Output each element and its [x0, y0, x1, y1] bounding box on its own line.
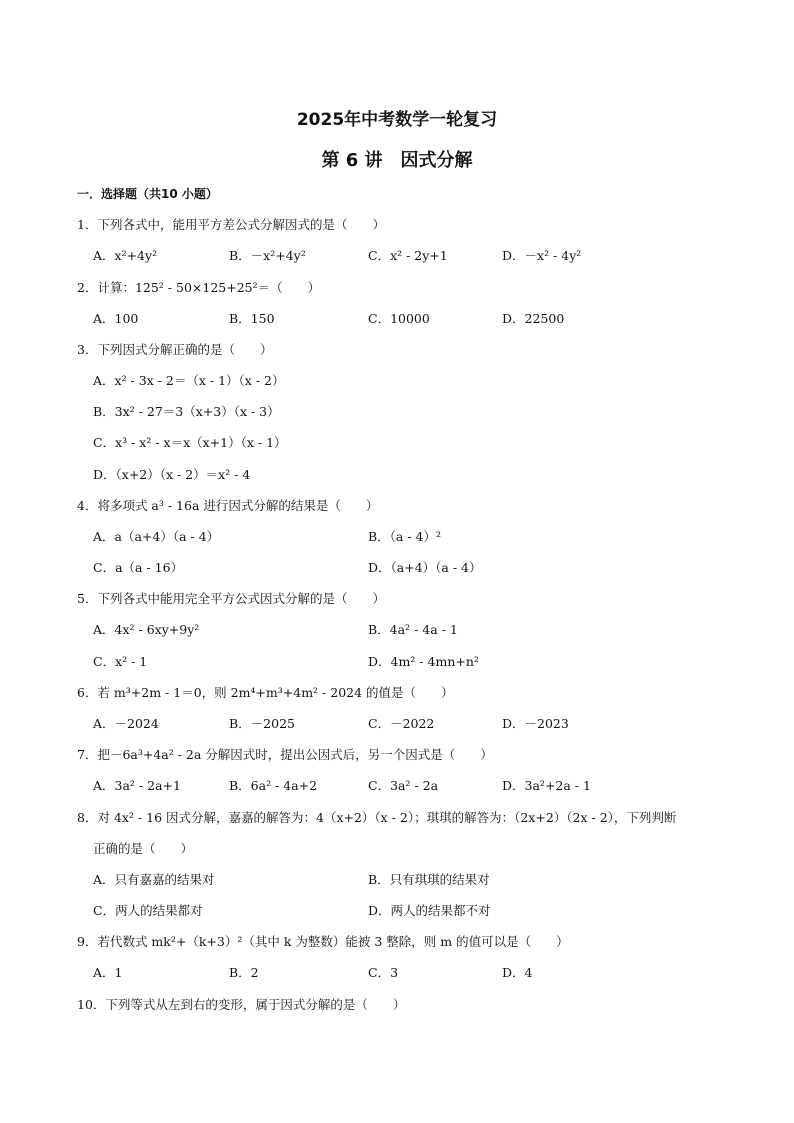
- question-7-option-a: A．3a² - 2a+1: [93, 778, 181, 793]
- question-5-option-d: D．4m² - 4mn+n²: [368, 654, 479, 669]
- question-9-option-d: D．4: [502, 965, 533, 980]
- question-4-option-b: B．（a - 4）²: [368, 529, 442, 544]
- document-title: 2025年中考数学一轮复习: [296, 110, 498, 130]
- question-6-option-d: D．－2023: [502, 716, 569, 731]
- question-7-stem: 7．把－6a³+4a² - 2a 分解因式时，提出公因式后，另一个因式是（ ）: [77, 747, 493, 762]
- question-9-option-b: B．2: [229, 965, 259, 980]
- question-4-option-c: C．a（a - 16）: [93, 560, 184, 575]
- question-4-stem: 4．将多项式 a³ - 16a 进行因式分解的结果是（ ）: [77, 498, 379, 513]
- question-3-option-c: C．x³ - x² - x＝x（x+1）（x - 1）: [93, 435, 287, 450]
- question-9-option-c: C．3: [368, 965, 399, 980]
- question-2-stem: 2．计算：125² - 50×125+25²＝（ ）: [77, 280, 321, 295]
- question-9-option-a: A．1: [93, 965, 123, 980]
- question-7-option-b: B．6a² - 4a+2: [229, 778, 318, 793]
- question-8-option-c: C．两人的结果都对: [93, 903, 203, 918]
- question-6-option-b: B．－2025: [229, 716, 295, 731]
- question-8-option-a: A．只有嘉嘉的结果对: [93, 872, 215, 887]
- question-3-option-a: A．x² - 3x - 2＝（x - 1）（x - 2）: [93, 373, 285, 388]
- question-6-option-c: C．－2022: [368, 716, 435, 731]
- question-3-option-d: D．（x+2）（x - 2）＝x² - 4: [93, 467, 251, 482]
- lesson-title: 第 6 讲 因式分解: [321, 150, 473, 171]
- question-1-stem: 1．下列各式中，能用平方差公式分解因式的是（ ）: [77, 217, 385, 232]
- question-7-option-c: C．3a² - 2a: [368, 778, 439, 793]
- question-6-stem: 6．若 m³+2m - 1＝0，则 2m⁴+m³+4m² - 2024 的值是（ ）: [77, 685, 454, 700]
- question-5-stem: 5．下列各式中能用完全平方公式因式分解的是（ ）: [77, 591, 385, 606]
- question-3-option-b: B．3x² - 27＝3（x+3）（x - 3）: [93, 404, 280, 419]
- question-7-option-d: D．3a²+2a - 1: [502, 778, 591, 793]
- question-4-option-a: A．a（a+4）（a - 4）: [93, 529, 220, 544]
- question-9-stem: 9．若代数式 mk²+（k+3）²（其中 k 为整数）能被 3 整除，则 m 的值可以是（ ）: [77, 934, 569, 949]
- question-2-option-c: C．10000: [368, 311, 430, 326]
- question-10-stem: 10．下列等式从左到右的变形，属于因式分解的是（ ）: [77, 997, 406, 1012]
- question-6-option-a: A．－2024: [93, 716, 159, 731]
- question-1-option-d: D．－x² - 4y²: [502, 248, 582, 263]
- question-2-option-b: B．150: [229, 311, 275, 326]
- question-8-stem-continued: 正确的是（ ）: [93, 841, 194, 856]
- question-4-option-d: D．（a+4）（a - 4）: [368, 560, 482, 575]
- question-3-stem: 3．下列因式分解正确的是（ ）: [77, 342, 273, 357]
- question-5-option-a: A．4x² - 6xy+9y²: [93, 622, 200, 637]
- question-8-option-d: D．两人的结果都不对: [368, 903, 491, 918]
- question-5-option-c: C．x² - 1: [93, 654, 148, 669]
- question-2-option-d: D．22500: [502, 311, 565, 326]
- question-5-option-b: B．4a² - 4a - 1: [368, 622, 458, 637]
- section-heading: 一．选择题（共10 小题）: [77, 187, 218, 201]
- question-8-option-b: B．只有琪琪的结果对: [368, 872, 490, 887]
- question-1-option-a: A．x²+4y²: [93, 248, 158, 263]
- question-1-option-c: C．x² - 2y+1: [368, 248, 448, 263]
- question-1-option-b: B．－x²+4y²: [229, 248, 306, 263]
- question-8-stem: 8．对 4x² - 16 因式分解，嘉嘉的解答为：4（x+2）（x - 2）；琪琪的解答为：（2x+2）（2x - 2），下列判断: [77, 810, 677, 825]
- question-2-option-a: A．100: [93, 311, 139, 326]
